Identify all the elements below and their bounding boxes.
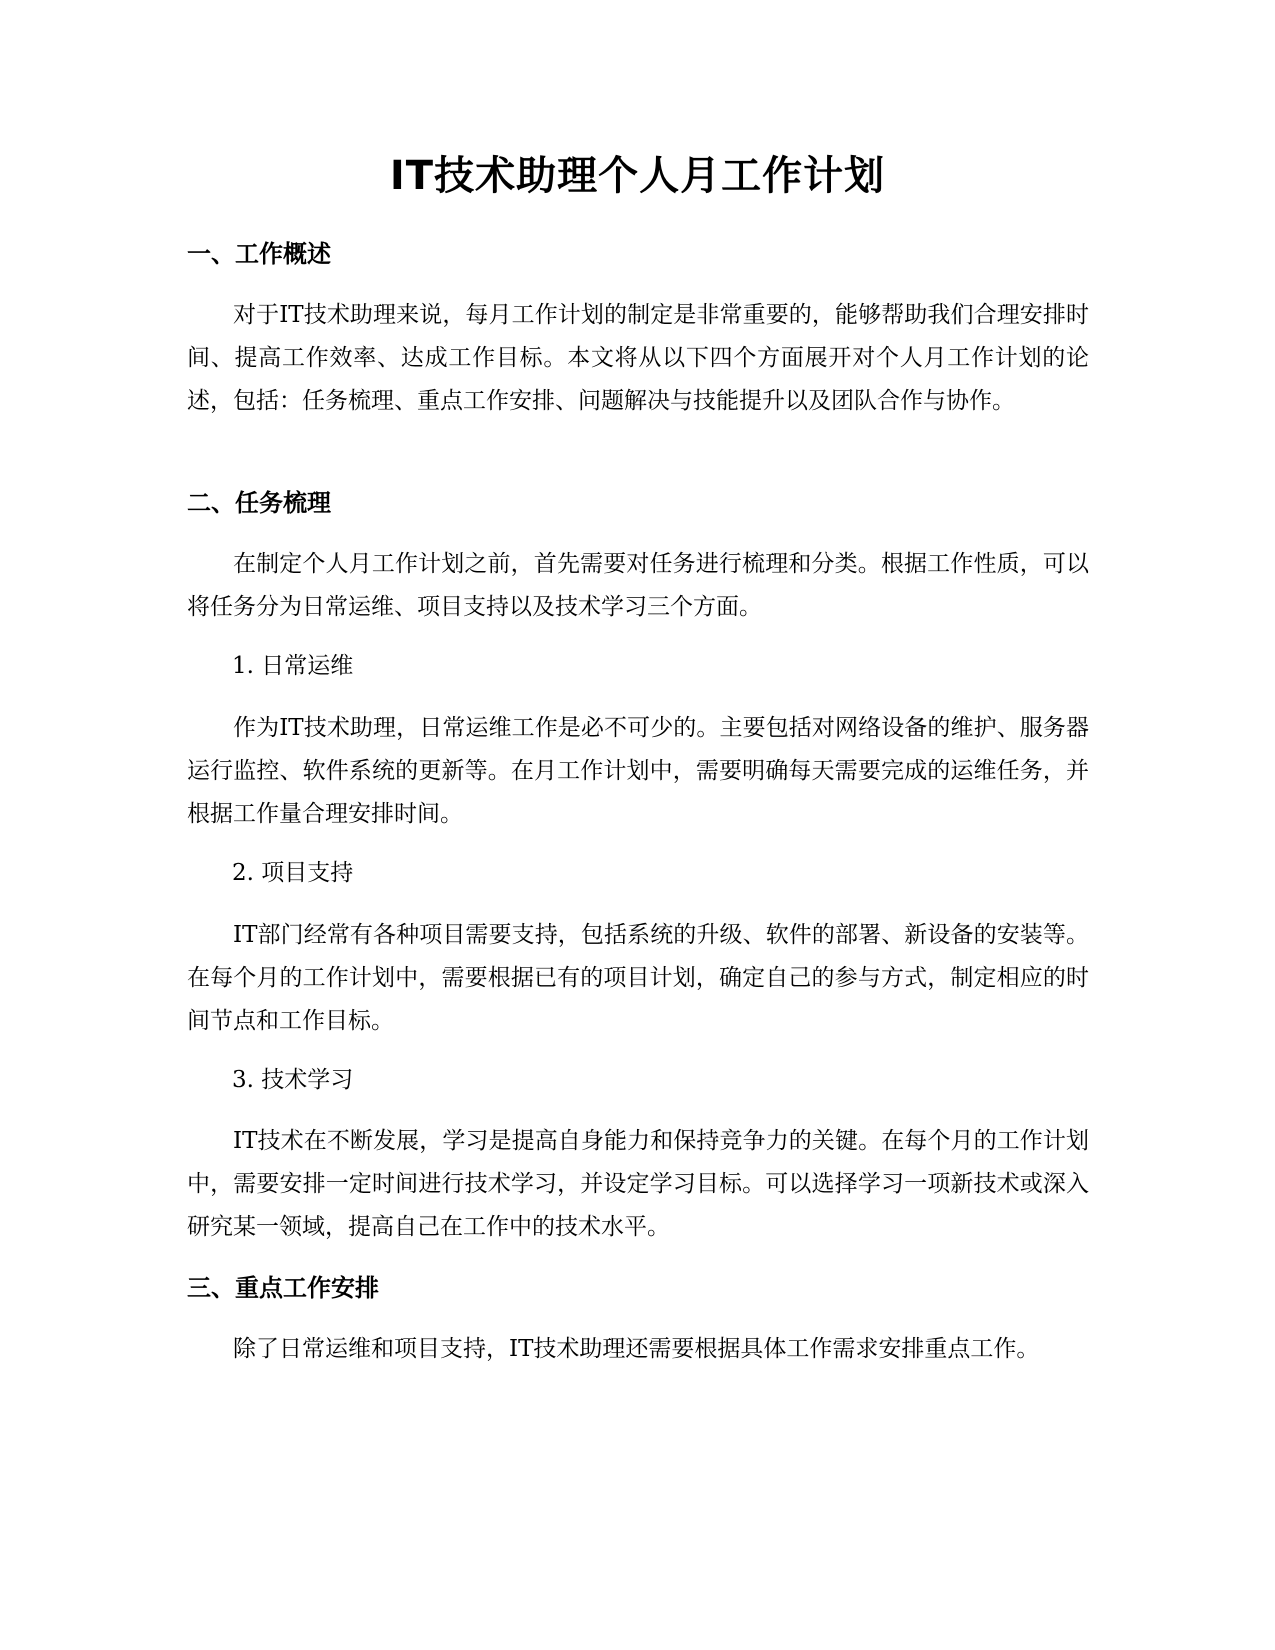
- task-item-paragraph-daily-ops: 作为IT技术助理，日常运维工作是必不可少的。主要包括对网络设备的维护、服务器运行监控、软件系统的更新等。在月工作计划中，需要明确每天需要完成的运维任务，并根据工作量合理安排时间。: [187, 715, 1089, 827]
- section-heading-priorities: 三、重点工作安排: [187, 1274, 379, 1302]
- section-heading-tasks: 二、任务梳理: [187, 489, 331, 517]
- task-item-label-tech-learning: 3. 技术学习: [232, 1067, 354, 1093]
- section-heading-overview: 一、工作概述: [187, 240, 331, 268]
- task-item-label-daily-ops: 1. 日常运维: [232, 653, 354, 679]
- priorities-paragraph: 除了日常运维和项目支持，IT技术助理还需要根据具体工作需求安排重点工作。: [233, 1336, 1040, 1362]
- task-item-paragraph-tech-learning: IT技术在不断发展，学习是提高自身能力和保持竞争力的关键。在每个月的工作计划中，需要安排一定时间进行技术学习，并设定学习目标。可以选择学习一项新技术或深入研究某一领域，提高自己在工作中的技术水平。: [187, 1128, 1089, 1240]
- document-title: IT技术助理个人月工作计划: [389, 153, 886, 199]
- task-item-paragraph-project-support: IT部门经常有各种项目需要支持，包括系统的升级、软件的部署、新设备的安装等。在每个月的工作计划中，需要根据已有的项目计划，确定自己的参与方式，制定相应的时间节点和工作目标。: [187, 922, 1089, 1034]
- overview-paragraph: 对于IT技术助理来说，每月工作计划的制定是非常重要的，能够帮助我们合理安排时间、提高工作效率、达成工作目标。本文将从以下四个方面展开对个人月工作计划的论述，包括：任务梳理、重点工作安排、问题解决与技能提升以及团队合作与协作。: [187, 302, 1089, 414]
- task-item-label-project-support: 2. 项目支持: [232, 860, 354, 886]
- tasks-paragraph: 在制定个人月工作计划之前，首先需要对任务进行梳理和分类。根据工作性质，可以将任务分为日常运维、项目支持以及技术学习三个方面。: [187, 551, 1089, 620]
